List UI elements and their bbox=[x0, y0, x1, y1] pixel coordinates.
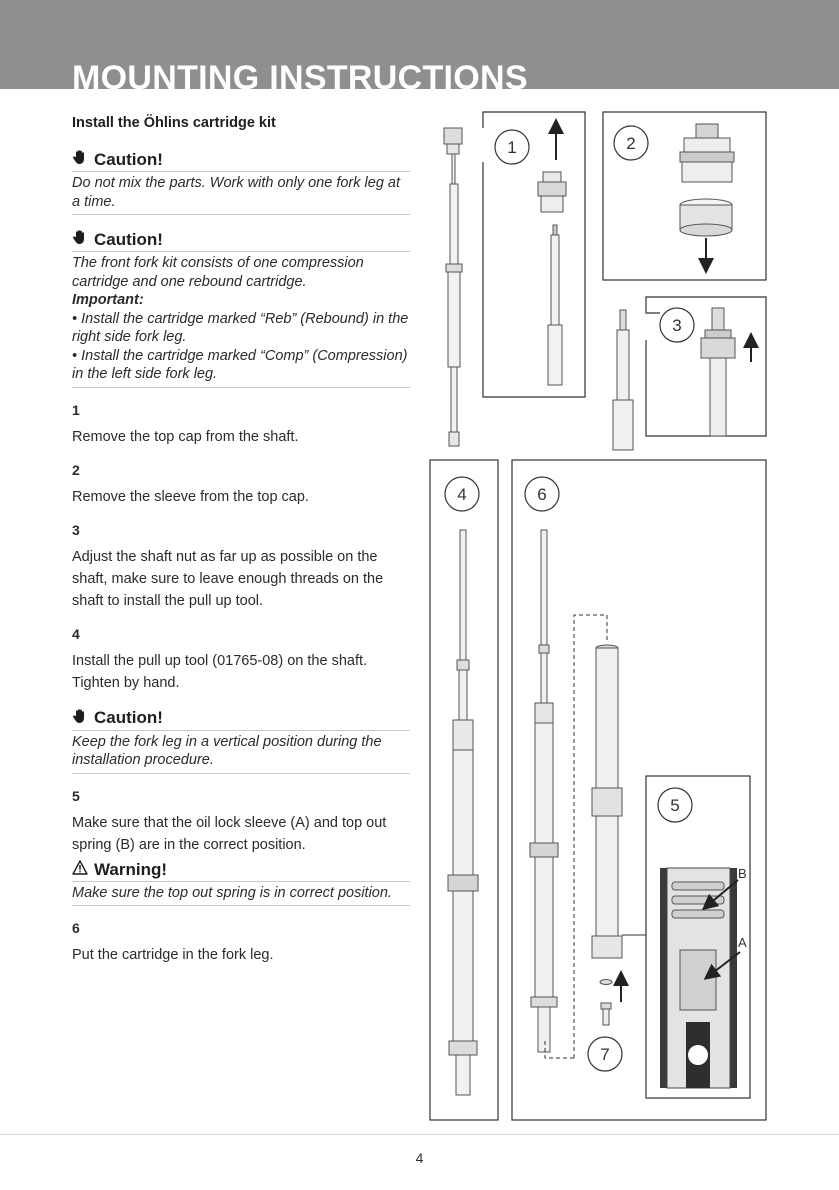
label-a: A bbox=[738, 935, 747, 950]
warning-label: Warning! bbox=[94, 859, 168, 879]
figure-2 bbox=[603, 112, 766, 280]
callout-7: 7 bbox=[600, 1045, 610, 1064]
step-text: Install the pull up tool (01765-08) on the shaft. Tighten by hand. bbox=[72, 652, 368, 691]
figure-3 bbox=[646, 297, 766, 436]
section-title: Install the Öhlins cartridge kit bbox=[72, 115, 276, 131]
callout-4: 4 bbox=[457, 485, 467, 504]
step-text: Make sure that the oil lock sleeve (A) and top out spring (B) are in the correct position. bbox=[72, 814, 387, 853]
step-number: 6 bbox=[72, 920, 80, 936]
important-label: Important: bbox=[72, 292, 144, 308]
caution-label: Caution! bbox=[94, 229, 163, 249]
step-text: Put the cartridge in the fork leg. bbox=[72, 947, 274, 963]
callout-3: 3 bbox=[672, 316, 682, 335]
caution-line: The front fork kit consists of one compression cartridge and one rebound cartridge. bbox=[72, 255, 364, 290]
shaft-illustration bbox=[613, 310, 633, 450]
figure-5 bbox=[646, 776, 750, 1098]
step-number: 2 bbox=[72, 461, 80, 478]
caution-bullet: • Install the cartridge marked “Reb” (Rebound) in the right side fork leg. bbox=[72, 310, 409, 345]
caution-bullet: • Install the cartridge marked “Comp” (Compression) in the left side fork leg. bbox=[72, 347, 408, 382]
step-number: 4 bbox=[72, 625, 80, 642]
cartridge-illustration bbox=[444, 128, 462, 446]
figure-1 bbox=[483, 112, 585, 397]
page-number: 4 bbox=[415, 1150, 424, 1166]
step-number: 1 bbox=[72, 401, 80, 418]
callout-6: 6 bbox=[537, 485, 547, 504]
callout-1: 1 bbox=[507, 138, 517, 157]
callout-5: 5 bbox=[670, 796, 680, 815]
step-number: 3 bbox=[72, 521, 80, 538]
step-text: Adjust the shaft nut as far up as possible on the shaft, make sure to leave enough threads on the shaft to install the pull up tool. bbox=[72, 548, 384, 609]
step-text: Remove the top cap from the shaft. bbox=[72, 428, 299, 445]
page-title: MOUNTING INSTRUCTIONS bbox=[72, 59, 528, 97]
footer-divider bbox=[0, 1134, 839, 1135]
step-number: 5 bbox=[72, 787, 80, 804]
caution-text: Keep the fork leg in a vertical position during the installation procedure. bbox=[72, 731, 410, 774]
warning-text: Make sure the top out spring is in correct position. bbox=[72, 882, 410, 907]
caution-text: Do not mix the parts. Work with only one fork leg at a time. bbox=[72, 172, 410, 215]
figure-4 bbox=[430, 460, 498, 1120]
label-b: B bbox=[738, 866, 747, 881]
step-text: Remove the sleeve from the top cap. bbox=[72, 488, 309, 505]
caution-label: Caution! bbox=[94, 149, 163, 169]
callout-2: 2 bbox=[626, 134, 636, 153]
caution-label: Caution! bbox=[94, 708, 163, 727]
